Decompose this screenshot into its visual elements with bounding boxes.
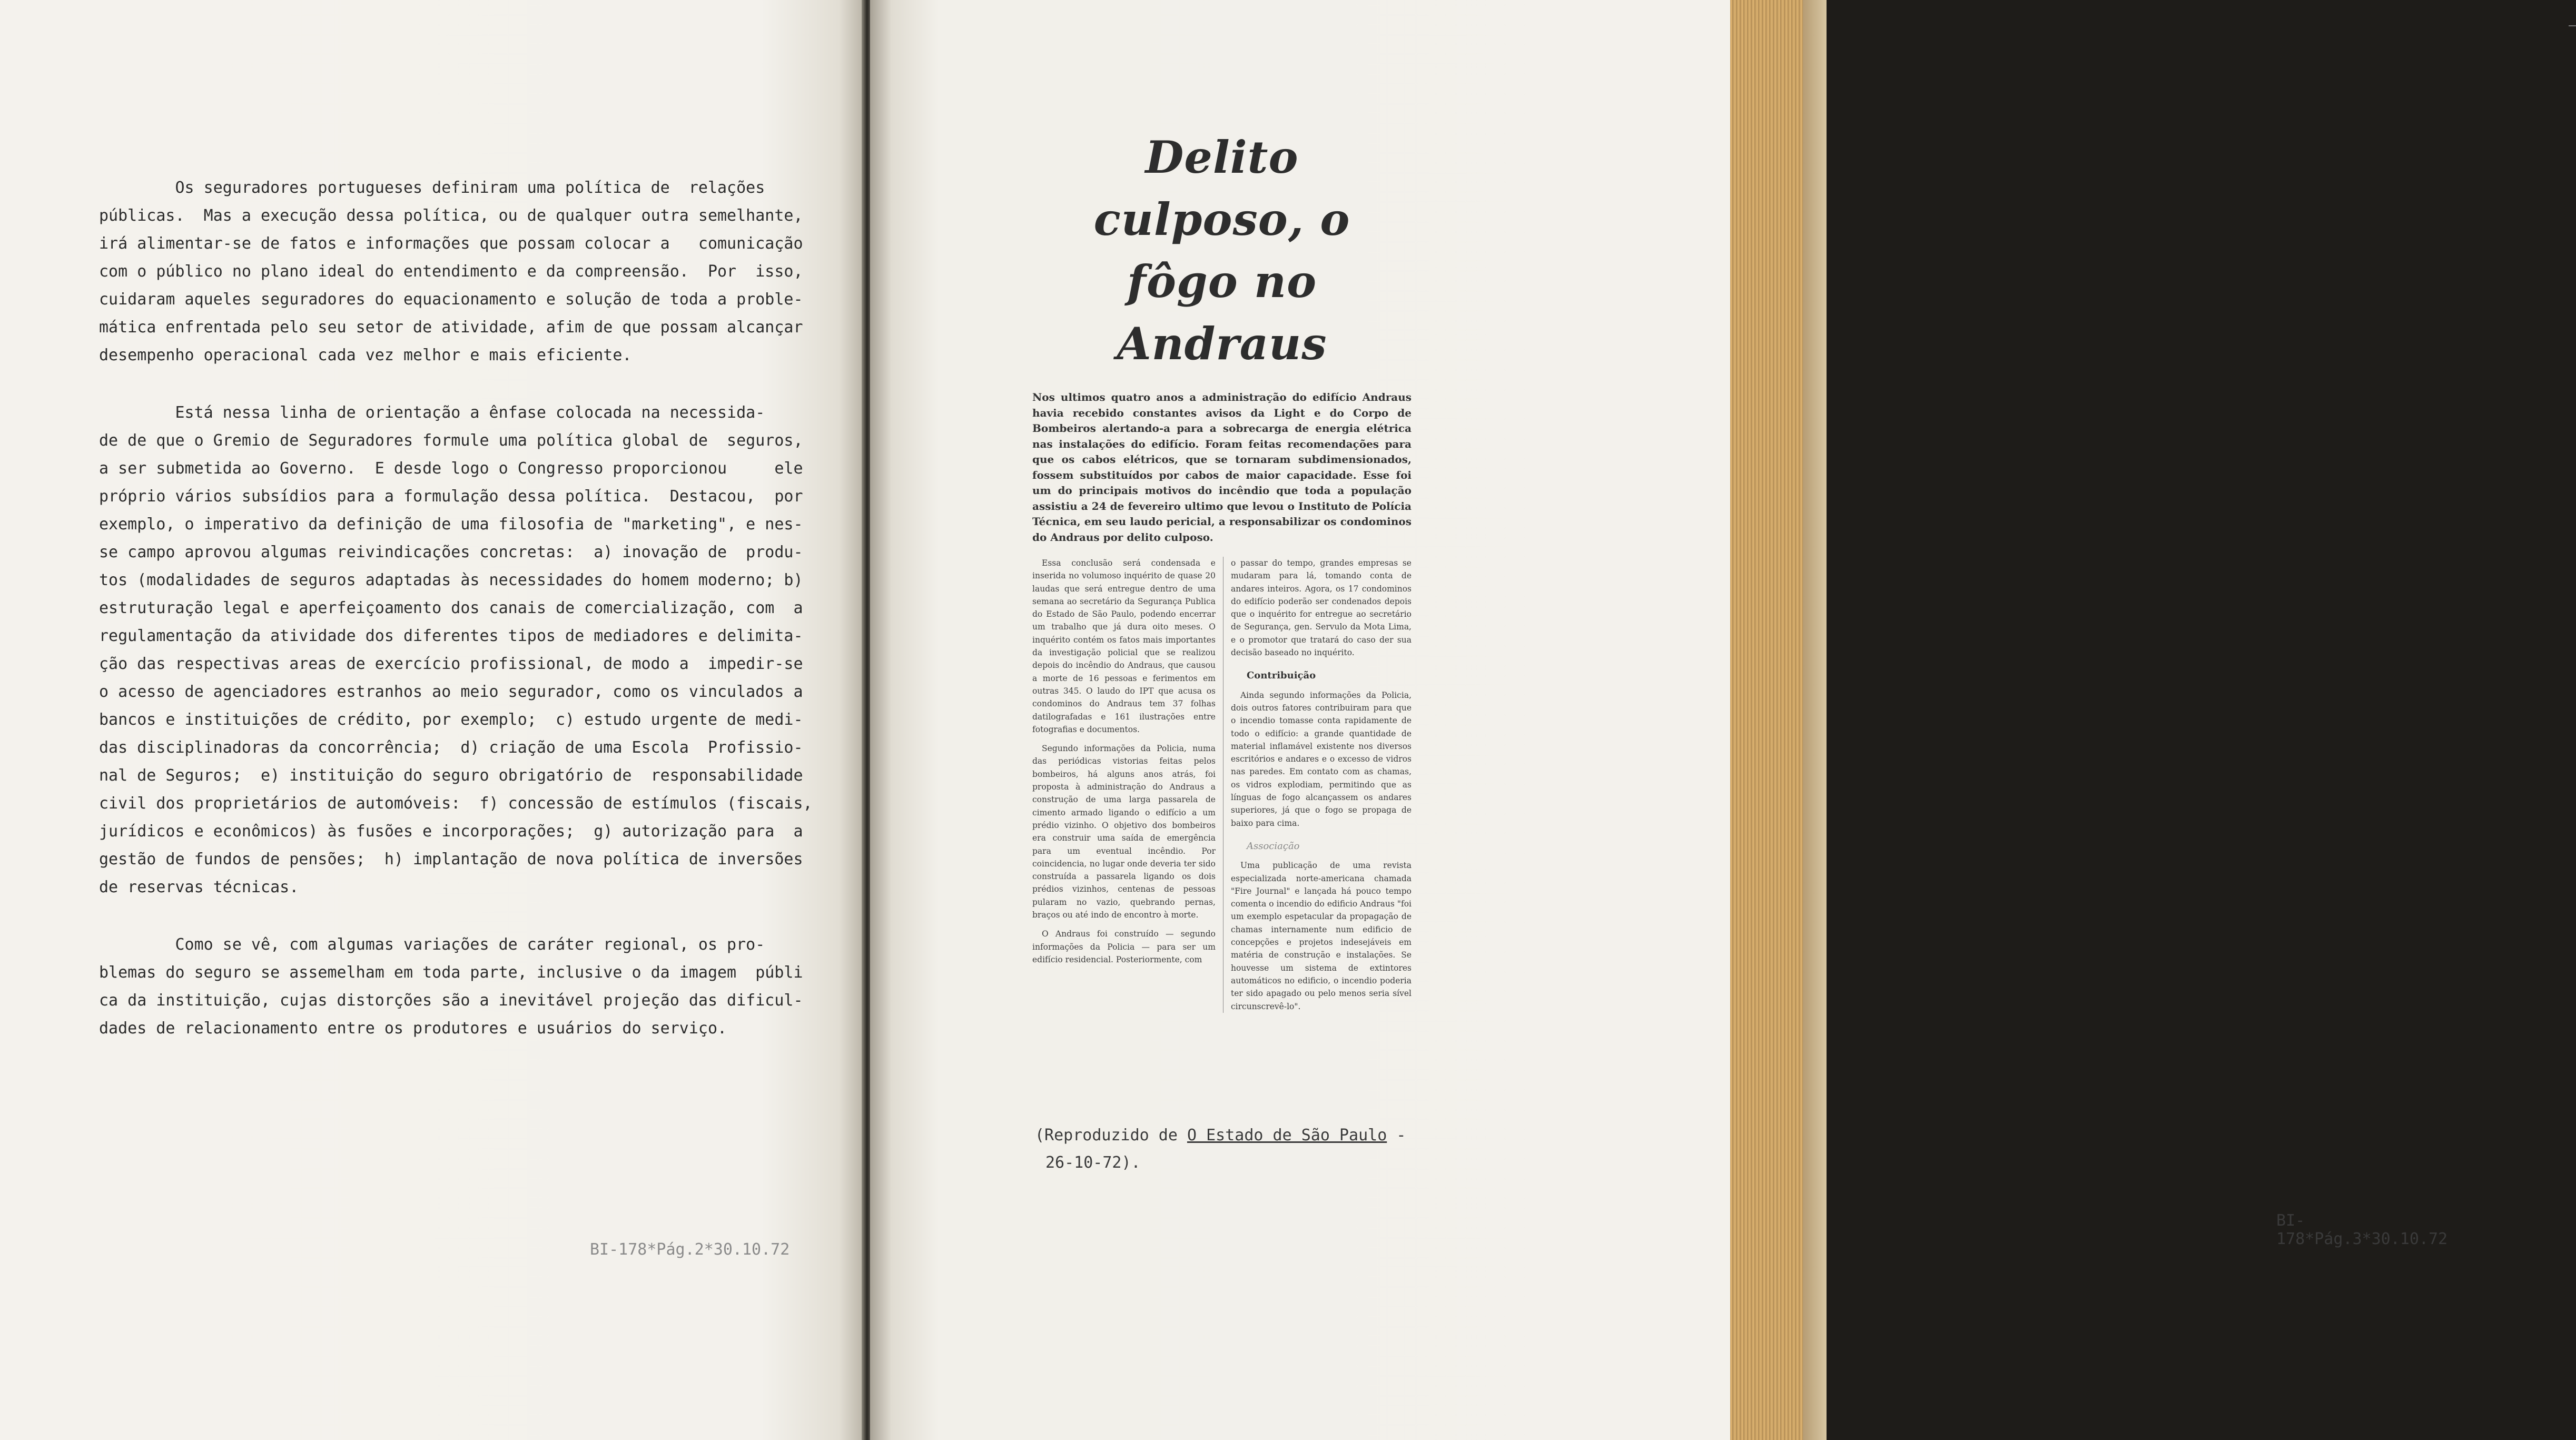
text-line: de reservas técnicas.: [99, 878, 299, 896]
text-line: nal de Seguros; e) instituição do seguro obrigatório de responsabilidade: [99, 766, 803, 785]
text-line: se campo aprovou algumas reivindicações concretas: a) inovação de produ-: [99, 543, 803, 561]
headline-line-1: Delito culposo, o: [1093, 131, 1350, 245]
text-line: de de que o Gremio de Seguradores formule uma política global de seguros,: [99, 431, 803, 450]
text-line: exemplo, o imperativo da definição de uma filosofia de "marketing", e nes-: [99, 515, 803, 534]
text-line: gestão de fundos de pensões; h) implantação de nova política de inversões: [99, 850, 803, 869]
column-paragraph: O Andraus foi construído — segundo informações da Policia — para ser um edifício residencial. Posteriormente, com: [1032, 929, 1216, 964]
text-line: civil dos proprietários de automóveis: f) concessão de estímulos (fiscais,: [99, 794, 813, 813]
paragraph-1: [99, 174, 803, 369]
source-prefix: (Reproduzido de: [1035, 1126, 1187, 1145]
paragraph-3: [99, 931, 803, 1042]
text-line: irá alimentar-se de fatos e informações que possam colocar a comunicação: [99, 234, 803, 253]
column-paragraph: Essa conclusão será condensada e inserida no volumoso inquérito de quase 20 laudas que será entregue dentro de uma semana ao secretário da Segurança Publica do Estado de São Paulo, podendo encerrar um trabalho que já dura oito meses. O inquérito contém os fatos mais importantes da investigação policial que se realizou depois do incêndio do Andraus, que causou a morte de 16 pessoas e ferimentos em outras 345. O laudo do IPT que acusa os condominos do Andraus tem 37 folhas datilografadas e 161 ilustrações entre fotografias e documentos.: [1032, 558, 1216, 734]
text-line: ção das respectivas areas de exercício profissional, de modo a impedir-se: [99, 655, 803, 673]
margin-mark: [2569, 25, 2576, 26]
text-line: estruturação legal e aperfeiçoamento dos canais de comercialização, com a: [99, 599, 803, 617]
column-paragraph: Ainda segundo informações da Policia, dois outros fatores contribuiram para que o incendio tomasse conta rapidamente de todo o edifício: a grande quantidade de material inflamável existente nos diversos escritórios e andares e o excesso de vidros nas paredes. Em contato com as chamas, os vidros explodiam, permitindo que as línguas de fogo alcançassem os andares superiores, já que o fogo se propaga de baixo para cima.: [1230, 690, 1412, 828]
text-line: das disciplinadoras da concorrência; d) criação de uma Escola Profissio-: [99, 738, 803, 757]
column-left: [1032, 557, 1223, 1013]
text-line: a ser submetida ao Governo. E desde logo o Congresso proporcionou ele: [99, 459, 803, 478]
page-footer-right: BI-178*Pág.3*30.10.72: [2276, 1211, 2448, 1248]
subhead-associacao: Associação: [1246, 840, 1300, 852]
source-suffix: -: [1387, 1126, 1406, 1145]
text-line: regulamentação da atividade dos diferentes tipos de mediadores e delimita-: [99, 627, 803, 645]
column-paragraph: o passar do tempo, grandes empresas se mudaram para lá, tomando conta de andares inteiros. Agora, os 17 condominos do edifício poderão ser condenados depois que o inquérito for entregue ao secretário de Segurança, gen. Servulo da Mota Lima, e o promotor que tratará do caso der sua decisão baseado no inquérito.: [1230, 558, 1412, 658]
source-newspaper: O Estado de São Paulo: [1187, 1126, 1387, 1145]
clipping-headline: [1032, 126, 1412, 375]
text-line: Como se vê, com algumas variações de caráter regional, os pro-: [99, 935, 765, 954]
page-footer-left: BI-178*Pág.2*30.10.72: [590, 1240, 790, 1259]
clipping-lead: Nos ultimos quatro anos a administração do edifício Andraus havia recebido constantes avisos da Light e do Corpo de Bombeiros alertando-a para a sobrecarga de energia elétrica nas instalações do edifício. Foram feitas recomendações para que os cabos elétricos, que se tornaram subdimensionados, fossem substituídos por cabos de maior capacidade. Esse foi um do principais motivos do incêndio que toda a população assistiu a 24 de fevereiro ultimo que levou o Instituto de Polícia Técnica, em seu laudo pericial, a responsabilizar os condominos do Andraus por delito culposo.: [1032, 391, 1412, 544]
newspaper-clipping: [1032, 126, 1412, 1085]
text-line: próprio vários subsídios para a formulação dessa política. Destacou, por: [99, 487, 803, 506]
typed-text-body: [99, 174, 813, 1042]
headline-line-2: fôgo no Andraus: [1117, 255, 1327, 370]
column-right: [1223, 557, 1412, 1013]
source-line-1: [1035, 1122, 1406, 1149]
text-line: desempenho operacional cada vez melhor e mais eficiente.: [99, 346, 632, 364]
text-line: cuidaram aqueles seguradores do equacionamento e solução de toda a proble-: [99, 290, 803, 309]
text-line: o acesso de agenciadores estranhos ao meio segurador, como os vinculados a: [99, 683, 803, 701]
book-page-edges: [1730, 0, 1827, 1440]
paragraph-2: [99, 399, 813, 901]
text-line: tos (modalidades de seguros adaptadas às necessidades do homem moderno; b): [99, 571, 803, 589]
text-line: com o público no plano ideal do entendimento e da compreensão. Por isso,: [99, 262, 803, 281]
clipping-columns: [1032, 557, 1412, 1013]
text-line: Está nessa linha de orientação a ênfase colocada na necessida-: [99, 403, 765, 422]
text-line: bancos e instituições de crédito, por exemplo; c) estudo urgente de medi-: [99, 711, 803, 729]
text-line: mática enfrentada pelo seu setor de atividade, afim de que possam alcançar: [99, 318, 803, 337]
column-paragraph: Uma publicação de uma revista especializada norte-americana chamada "Fire Journal" e lançada há pouco tempo comenta o incendio do edificio Andraus "foi um exemplo espetacular da propagação de chamas internamente num edificio de concepções e projetos indesejáveis em matéria de construção e instalações. Se houvesse um sistema de extintores automáticos no edificio, o incendio poderia ter sido apagado ou pelo menos seria sível circunscrevê-lo".: [1230, 861, 1412, 1011]
source-date: 26-10-72).: [1045, 1153, 1141, 1172]
text-line: públicas. Mas a execução dessa política, ou de qualquer outra semelhante,: [99, 206, 803, 225]
text-line: ca da instituição, cujas distorções são a inevitável projeção das dificul-: [99, 991, 803, 1010]
text-line: dades de relacionamento entre os produtores e usuários do serviço.: [99, 1019, 727, 1038]
left-page: [0, 0, 865, 1440]
source-note: [1035, 1122, 1406, 1177]
subhead-contribuicao: Contribuição: [1246, 670, 1316, 682]
text-line: Os seguradores portugueses definiram uma política de relações: [99, 179, 765, 197]
text-line: jurídicos e econômicos) às fusões e incorporações; g) autorização para a: [99, 822, 803, 841]
column-paragraph: Segundo informações da Policia, numa das periódicas vistorias feitas pelos bombeiros, há alguns anos atrás, foi proposta à administração do Andraus a construção de uma larga passarela de cimento armado ligando o edifício a um prédio vizinho. O objetivo dos bombeiros era construir uma saída de emergência para um eventual incêndio. Por coincidencia, no lugar onde deveria ter sido construída a passarela ligando os dois prédios vizinhos, centenas de pessoas pularam no vazio, quebrando pernas, braços ou até indo de encontro à morte.: [1032, 744, 1216, 920]
text-line: blemas do seguro se assemelham em toda parte, inclusive o da imagem públi: [99, 963, 803, 982]
